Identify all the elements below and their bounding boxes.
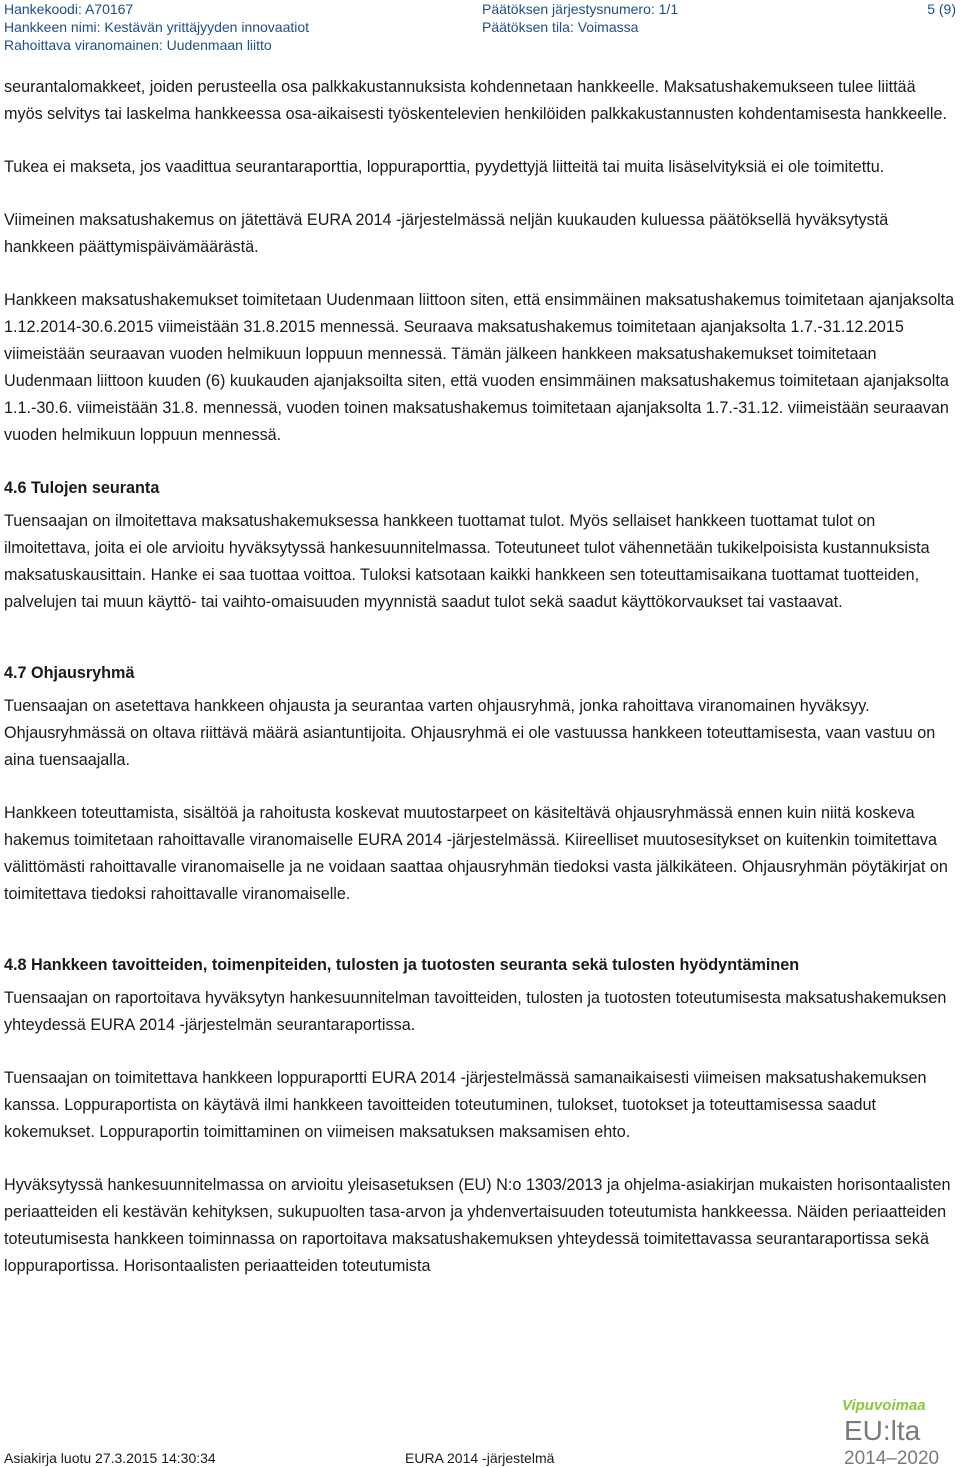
paragraph: Tuensaajan on toimitettava hankkeen loppuraportti EURA 2014 -järjestelmässä samanaikaisesti viimeisen maksatushakemuksen kanssa. Loppuraportista on käytävä ilmi hankkeen tavoitteiden toteutuminen, tulokset, tuotokset ja toteuttamisessa saadut kokemukset. Loppuraportin toimittaminen on viimeisen maksatuksen maksamisen ehto. xyxy=(4,1069,927,1141)
paragraph: seurantalomakkeet, joiden perusteella osa palkkakustannuksista kohdennetaan hankkeelle. Maksatushakemukseen tulee liittää myös selvitys tai laskelma hankkeessa osa-aikaisesti työskentelevien henkilöiden palkkakustannusten kohdentamisesta hankkeelle. xyxy=(4,78,947,123)
paragraph: Tuensaajan on raportoitava hyväksytyn hankesuunnitelman tavoitteiden, tulosten ja tuotosten toteutumisesta maksatushakemuksen yhteydessä EURA 2014 -järjestelmän seurantaraportissa. xyxy=(4,989,947,1034)
section-heading-4-8: 4.8 Hankkeen tavoitteiden, toimenpiteiden, tulosten ja tuotosten seuranta sekä tulosten hyödyntäminen xyxy=(4,956,800,974)
paragraph: Tuensaajan on ilmoitettava maksatushakemuksessa hankkeen tuottamat tulot. Myös sellaiset hankkeen tuottamat tulot on ilmoitettava, joita ei ole arvioitu hyväksytyssä hankesuunnitelmassa. Toteutuneet tulot vähennetään tukikelpoisista kustannuksista maksatuskausittain. Hanke ei saa tuottaa voittoa. Tuloksi katsotaan kaikki hankkeen sen toteuttamisaikana tuottamat tuotteiden, palvelujen tai muun käyttö- tai vaihto-omaisuuden myynnistä saadut tulot sekä saadut käyttökorvaukset tai vastaavat. xyxy=(4,512,930,611)
section-heading-4-7: 4.7 Ohjausryhmä xyxy=(4,664,135,682)
logo-line1: Vipuvoimaa xyxy=(842,1397,926,1414)
document-body xyxy=(4,74,958,1306)
header-left xyxy=(4,0,309,54)
project-name: Hankkeen nimi: Kestävän yrittäjyyden innovaatiot xyxy=(4,19,310,35)
paragraph: Tukea ei makseta, jos vaadittua seurantaraporttia, loppuraporttia, pyydettyjä liitteitä tai muita lisäselvityksiä ei ole toimitettu. xyxy=(4,158,885,176)
footer-created: Asiakirja luotu 27.3.2015 14:30:34 xyxy=(4,1450,216,1466)
decision-number: Päätöksen järjestysnumero: 1/1 xyxy=(482,1,679,17)
logo-line2: EU:lta xyxy=(844,1415,921,1446)
paragraph: Viimeinen maksatushakemus on jätettävä EURA 2014 -järjestelmässä neljän kuukauden kuluessa päätöksellä hyväksytystä hankkeen päättymispäivämäärästä. xyxy=(4,211,889,256)
header-mid xyxy=(482,0,678,36)
paragraph: Tuensaajan on asetettava hankkeen ohjausta ja seurantaa varten ohjausryhmä, jonka rahoittava viranomainen hyväksyy. Ohjausryhmässä on oltava riittävä määrä asiantuntijoita. Ohjausryhmä ei ole vastuussa hankkeen toteuttamisesta, vaan vastuu on aina tuensaajalla. xyxy=(4,697,936,769)
decision-status: Päätöksen tila: Voimassa xyxy=(482,19,639,35)
project-code: Hankekoodi: A70167 xyxy=(4,1,134,17)
paragraph: Hyväksytyssä hankesuunnitelmassa on arvioitu yleisasetuksen (EU) N:o 1303/2013 ja ohjelma-asiakirjan mukaisten horisontaalisten periaatteiden eli kestävän kehityksen, sukupuolten tasa-arvon ja yhdenvertaisuuden toteutumista hankkeessa. Näiden periaatteiden toteutumisesta hankkeen toiminnassa on raportoitava maksatushakemuksen yhteydessä toimitettavassa seurantaraportissa sekä loppuraportissa. Horisontaalisten periaatteiden toteutumista xyxy=(4,1176,951,1275)
paragraph: Hankkeen maksatushakemukset toimitetaan Uudenmaan liittoon siten, että ensimmäinen maksatushakemus toimitetaan ajanjaksolta 1.12.2014-30.6.2015 viimeistään 31.8.2015 mennessä. Seuraava maksatushakemus toimitetaan ajanjaksolta 1.7.-31.12.2015 viimeistään seuraavan vuoden helmikuun loppuun mennessä. Tämän jälkeen hankkeen maksatushakemukset toimitetaan Uudenmaan liittoon kuuden (6) kuukauden ajanjaksoilta siten, että vuoden ensimmäinen maksatushakemus toimitetaan ajanjaksolta 1.1.-30.6. viimeistään 31.8. mennessä, vuoden toinen maksatushakemus toimitetaan ajanjaksolta 1.7.-31.12. viimeistään seuraavan vuoden helmikuun loppuun mennessä. xyxy=(4,291,955,444)
page-number: 5 (9) xyxy=(927,1,956,17)
funding-authority: Rahoittava viranomainen: Uudenmaan liitto xyxy=(4,37,272,53)
vipuvoimaa-logo xyxy=(838,1394,956,1468)
section-heading-4-6: 4.6 Tulojen seuranta xyxy=(4,479,160,497)
footer-system: EURA 2014 -järjestelmä xyxy=(405,1450,555,1466)
paragraph: Hankkeen toteuttamista, sisältöä ja rahoitusta koskevat muutostarpeet on käsiteltävä ohjausryhmässä ennen kuin niitä koskeva hakemus toimitetaan rahoittavalle viranomaiselle EURA 2014 -järjestelmässä. Kiireelliset muutosesitykset on kuitenkin toimitettava välittömästi rahoittavalle viranomaiselle ja ne voidaan saattaa ohjausryhmän tiedoksi vasta jälkikäteen. Ohjausryhmän pöytäkirjat on toimitettava tiedoksi rahoittavalle viranomaiselle. xyxy=(4,804,948,903)
logo-line3: 2014–2020 xyxy=(844,1448,940,1468)
